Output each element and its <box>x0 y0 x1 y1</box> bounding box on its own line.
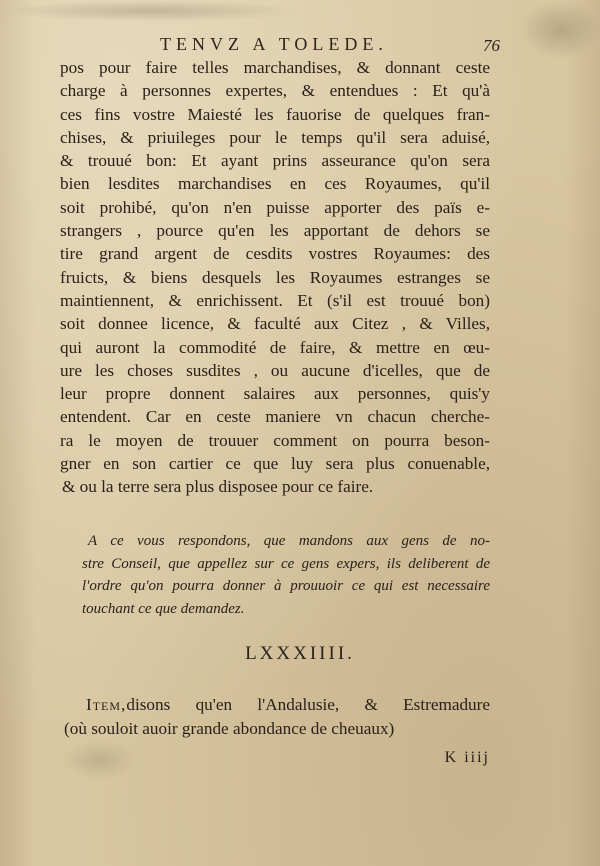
paper-stain <box>60 740 140 780</box>
text-line: & trouué bon: Et ayant prins asseurance qu'on sera <box>60 151 490 171</box>
signature-mark: K iiij <box>444 749 490 766</box>
item-line <box>62 693 490 717</box>
running-title: TENVZ A TOLEDE. <box>160 34 388 54</box>
text-line: chises, & priuileges pour le temps qu'il sera aduisé, <box>60 127 490 147</box>
text-line: gner en son cartier ce que luy sera plus conuenable, <box>60 454 490 474</box>
text-line: soit donnee licence, & faculté aux Citez , & Villes, <box>60 314 490 334</box>
section-number: LXXXIIII. <box>245 643 355 664</box>
text-line: ure les choses susdites , ou aucune d'icelles, que de <box>60 360 490 380</box>
text-line: maintiennent, & enrichissent. Et (s'il est trouué bon) <box>60 290 490 310</box>
paper-stain <box>520 0 600 60</box>
response-line: touchant ce que demandez. <box>82 600 245 617</box>
main-paragraph <box>60 56 490 499</box>
page-header <box>60 34 500 58</box>
text-line: ra le moyen de trouuer comment on pourra beson- <box>60 430 490 450</box>
item-paragraph <box>62 693 490 741</box>
text-line: entendent. Car en ceste maniere vn chacun cherche- <box>60 407 490 427</box>
text-line: soit prohibé, qu'on n'en puisse apporter des païs e- <box>60 197 490 217</box>
item-line: (où souloit auoir grande abondance de cheuaux) <box>64 719 395 738</box>
text-line: bien lesdites marchandises en ces Royaumes, qu'il <box>60 174 490 194</box>
response-line: A ce vous respondons, que mandons aux gens de no- <box>88 533 490 549</box>
royal-response <box>82 530 490 620</box>
page-number: 76 <box>483 36 500 55</box>
text-line: leur propre donnent salaires aux personnes, quis'y <box>60 384 490 404</box>
response-line: stre Conseil, que appellez sur ce gens expers, ils deliberent de <box>82 555 490 572</box>
text-line: strangers , pource qu'en les apportant de dehors se <box>60 221 490 241</box>
text-line: pos pour faire telles marchandises, & donnant ceste <box>60 58 490 77</box>
text-line: tire grand argent de cesdits vostres Royaumes: des <box>60 244 490 264</box>
text-line: charge à personnes expertes, & entendues : Et qu'à <box>60 81 490 101</box>
text-line: fruicts, & biens desquels les Royaumes estranges se <box>60 267 490 287</box>
paper-stain <box>0 0 300 22</box>
response-line: l'ordre qu'on pourra donner à prouuoir ce qui est necessaire <box>82 578 490 595</box>
item-line-rest: disons qu'en l'Andalusie, & Estremadure <box>126 695 490 714</box>
text-line: ces fins vostre Maiesté les fauorise de quelques fran- <box>60 104 490 124</box>
item-lead: Item, <box>86 695 127 714</box>
text-line: qui auront la commodité de faire, & mettre en œu- <box>60 337 490 357</box>
text-line: & ou la terre sera plus disposee pour ce faire. <box>62 477 374 497</box>
